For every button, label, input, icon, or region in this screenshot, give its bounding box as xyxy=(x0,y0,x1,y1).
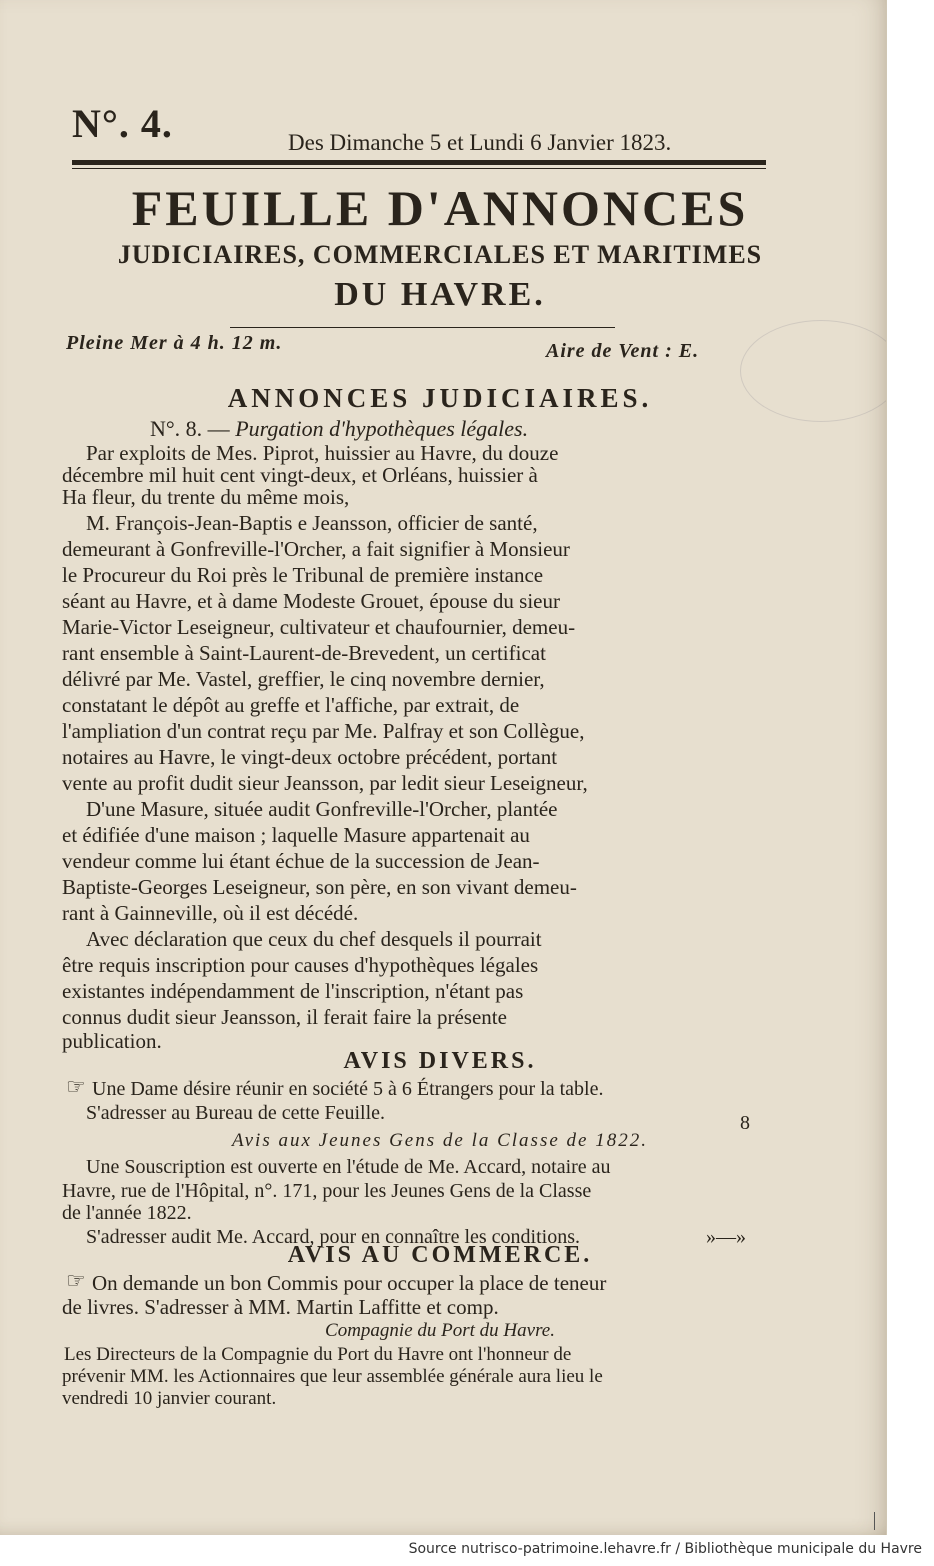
text-line: S'adresser audit Me. Accard, pour en connaître les conditions. xyxy=(86,1226,581,1248)
text-line: délivré par Me. Vastel, greffier, le cinq novembre dernier, xyxy=(62,667,545,691)
title-rule xyxy=(230,327,615,328)
text-line: S'adresser au Bureau de cette Feuille. xyxy=(86,1102,386,1124)
commerce-heading: AVIS AU COMMERCE. xyxy=(287,1242,593,1268)
text-line: Une Souscription est ouverte en l'étude de Me. Accard, notaire au xyxy=(86,1156,611,1178)
text-line: de livres. S'adresser à MM. Martin Laffitte et comp. xyxy=(62,1295,499,1319)
newspaper-place: DU HAVRE. xyxy=(334,276,546,313)
page-margin xyxy=(886,0,934,1535)
masthead-rule-thick xyxy=(72,160,766,165)
text-line: Une Dame désire réunir en société 5 à 6 Étrangers pour la table. xyxy=(92,1078,604,1100)
text-line: Par exploits de Mes. Piprot, huissier au Havre, du douze xyxy=(86,441,559,465)
judicial-heading: ANNONCES JUDICIAIRES. xyxy=(227,383,653,413)
text-line: de l'année 1822. xyxy=(62,1202,192,1224)
text-line: connus dudit sieur Jeansson, il ferait faire la présente xyxy=(62,1005,507,1029)
divers-heading: AVIS DIVERS. xyxy=(343,1048,537,1074)
end-mark: »—» xyxy=(706,1226,746,1248)
text-line: l'ampliation d'un contrat reçu par Me. Palfray et son Collègue, xyxy=(62,719,585,743)
pointing-hand-icon: ☞ xyxy=(66,1268,86,1293)
text-line: existantes indépendamment de l'inscription, n'étant pas xyxy=(62,979,524,1003)
text-line: Ha fleur, du trente du même mois, xyxy=(62,485,350,509)
issue-number: N°. 4. xyxy=(72,101,173,146)
text-line: être requis inscription pour causes d'hypothèques légales xyxy=(62,953,539,977)
text-line: Baptiste-Georges Leseigneur, son père, en son vivant demeu- xyxy=(62,875,577,899)
text-line: M. François-Jean-Baptis e Jeansson, officier de santé, xyxy=(86,511,538,535)
text-line: rant à Gainneville, où il est décédé. xyxy=(62,901,359,925)
text-line: prévenir MM. les Actionnaires que leur assemblée générale aura lieu le xyxy=(62,1366,603,1387)
text-line: notaires au Havre, le vingt-deux octobre précédent, portant xyxy=(62,745,558,769)
text-line: Avec déclaration que ceux du chef desquels il pourrait xyxy=(86,927,542,951)
text-line: rant ensemble à Saint-Laurent-de-Brevedent, un certificat xyxy=(62,641,546,665)
text-line: séant au Havre, et à dame Modeste Grouet, épouse du sieur xyxy=(62,589,560,613)
text-line: Havre, rue de l'Hôpital, n°. 171, pour les Jeunes Gens de la Classe xyxy=(62,1180,592,1202)
wind-info: Aire de Vent : E. xyxy=(546,340,700,362)
text-line: demeurant à Gonfreville-l'Orcher, a fait signifier à Monsieur xyxy=(62,537,570,561)
notice-number: N°. 8. — xyxy=(150,416,230,441)
text-line: publication. xyxy=(62,1029,162,1053)
edge-mark xyxy=(874,1512,875,1530)
company-heading: Compagnie du Port du Havre. xyxy=(325,1320,555,1341)
newspaper-subtitle: JUDICIAIRES, COMMERCIALES ET MARITIMES xyxy=(117,240,763,269)
text-line: D'une Masure, située audit Gonfreville-l'Orcher, plantée xyxy=(86,797,558,821)
text-line: et édifiée d'une maison ; laquelle Masure appartenait au xyxy=(62,823,530,847)
text-line: vente au profit dudit sieur Jeansson, par ledit sieur Leseigneur, xyxy=(62,771,588,795)
text-line: le Procureur du Roi près le Tribunal de première instance xyxy=(62,563,544,587)
newspaper-title: FEUILLE D'ANNONCES xyxy=(131,180,749,236)
issue-date: Des Dimanche 5 et Lundi 6 Janvier 1823. xyxy=(288,130,672,155)
jeunes-gens-heading: Avis aux Jeunes Gens de la Classe de 1822. xyxy=(232,1130,648,1151)
tide-info: Pleine Mer à 4 h. 12 m. xyxy=(66,332,283,354)
text-line: décembre mil huit cent vingt-deux, et Orléans, huissier à xyxy=(62,463,538,487)
text-line: vendredi 10 janvier courant. xyxy=(62,1388,277,1409)
source-credit: Source nutrisco-patrimoine.lehavre.fr / Bibliothèque municipale du Havre xyxy=(408,1541,922,1557)
text-line: On demande un bon Commis pour occuper la place de teneur xyxy=(92,1271,607,1295)
text-line: vendeur comme lui étant échue de la succession de Jean- xyxy=(62,849,540,873)
masthead-rule-thin xyxy=(72,168,766,169)
pointing-hand-icon: ☞ xyxy=(66,1074,86,1099)
text-line: Les Directeurs de la Compagnie du Port du Havre ont l'honneur de xyxy=(64,1344,572,1365)
notice-heading xyxy=(150,416,528,442)
notice-title: Purgation d'hypothèques légales. xyxy=(235,416,529,441)
text-line: Marie-Victor Leseigneur, cultivateur et chaufournier, demeu- xyxy=(62,615,576,639)
reference-mark: 8 xyxy=(740,1112,750,1134)
text-line: constatant le dépôt au greffe et l'affiche, par extrait, de xyxy=(62,693,520,717)
